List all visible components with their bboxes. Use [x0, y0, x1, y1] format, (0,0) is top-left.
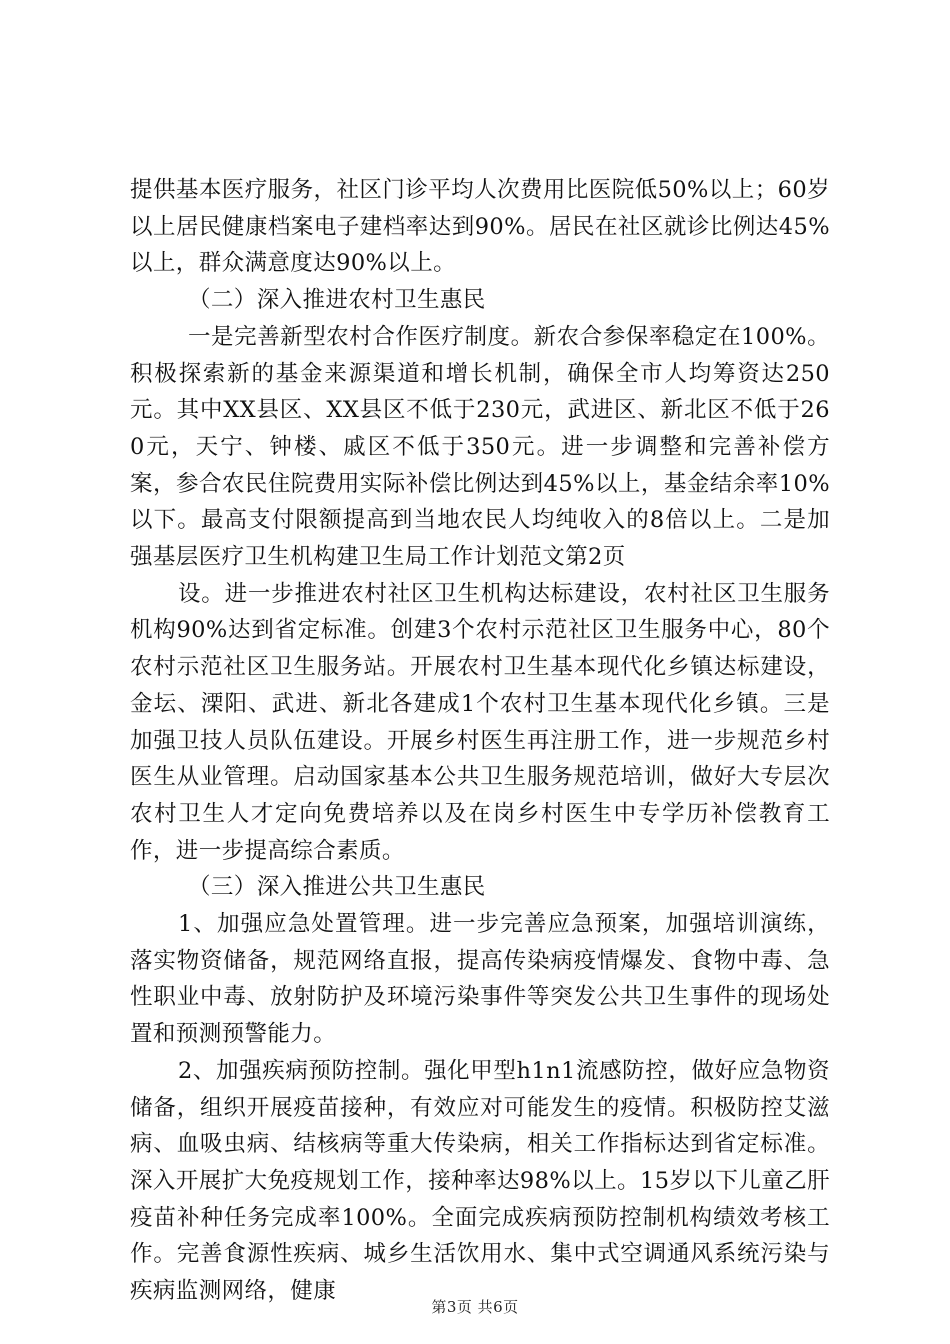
paragraph-community-service: 提供基本医疗服务，社区门诊平均人次费用比医院低50%以上；60岁以上居民健康档案电子建档率达到90%。居民在社区就诊比例达45%以上，群众满意度达90%以上。 — [130, 177, 830, 277]
paragraph-rural-institution-building: 设。进一步推进农村社区卫生机构达标建设，农村社区卫生服务机构90%达到省定标准。创建3个农村示范社区卫生服务中心，80个农村示范社区卫生服务站。开展农村卫生基本现代化乡镇达标建设，金坛、溧阳、武进、新北各建成1个农村卫生基本现代化乡镇。三是加强卫技人员队伍建设。开展乡村医生再注册工作，进一步规范乡村医生从业管理。启动国家基本公共卫生服务规范培训，做好大专层次农村卫生人才定向免费培养以及在岗乡村医生中专学历补偿教育工作，进一步提高综合素质。 — [130, 580, 830, 864]
heading-rural-health: （二）深入推进农村卫生惠民 — [188, 287, 486, 314]
paragraph-rural-cooperative-medical: 一是完善新型农村合作医疗制度。新农合参保率稳定在100%。积极探索新的基金来源渠道和增长机制，确保全市人均筹资达250元。其中XX县区、XX县区不低于230元，武进区、新北区不低于260元，天宁、钟楼、戚区不低于350元。进一步调整和完善补偿方案，参合农民住院费用实际补偿比例达到45%以上，基金结余率10%以下。最高支付限额提高到当地农民人均纯收入的8倍以上。二是加强基层医疗卫生机构建卫生局工作计划范文第2页 — [130, 323, 830, 571]
paragraph-emergency-management: 1、加强应急处置管理。进一步完善应急预案，加强培训演练，落实物资储备，规范网络直报，提高传染病疫情爆发、食物中毒、急性职业中毒、放射防护及环境污染事件等突发公共卫生事件的现场处置和预测预警能力。 — [130, 911, 830, 1048]
heading-public-health: （三）深入推进公共卫生惠民 — [188, 874, 486, 901]
document-body — [130, 172, 830, 1310]
paragraph-disease-prevention: 2、加强疾病预防控制。强化甲型h1n1流感防控，做好应急物资储备，组织开展疫苗接种，有效应对可能发生的疫情。积极防控艾滋病、血吸虫病、结核病等重大传染病，相关工作指标达到省定标准。深入开展扩大免疫规划工作，接种率达98%以上。15岁以下儿童乙肝疫苗补种任务完成率100%。全面完成疾病预防控制机构绩效考核工作。完善食源性疾病、城乡生活饮用水、集中式空调通风系统污染与疾病监测网络，健康 — [130, 1057, 830, 1305]
page-number-footer: 第3页 共6页 — [431, 1298, 519, 1316]
